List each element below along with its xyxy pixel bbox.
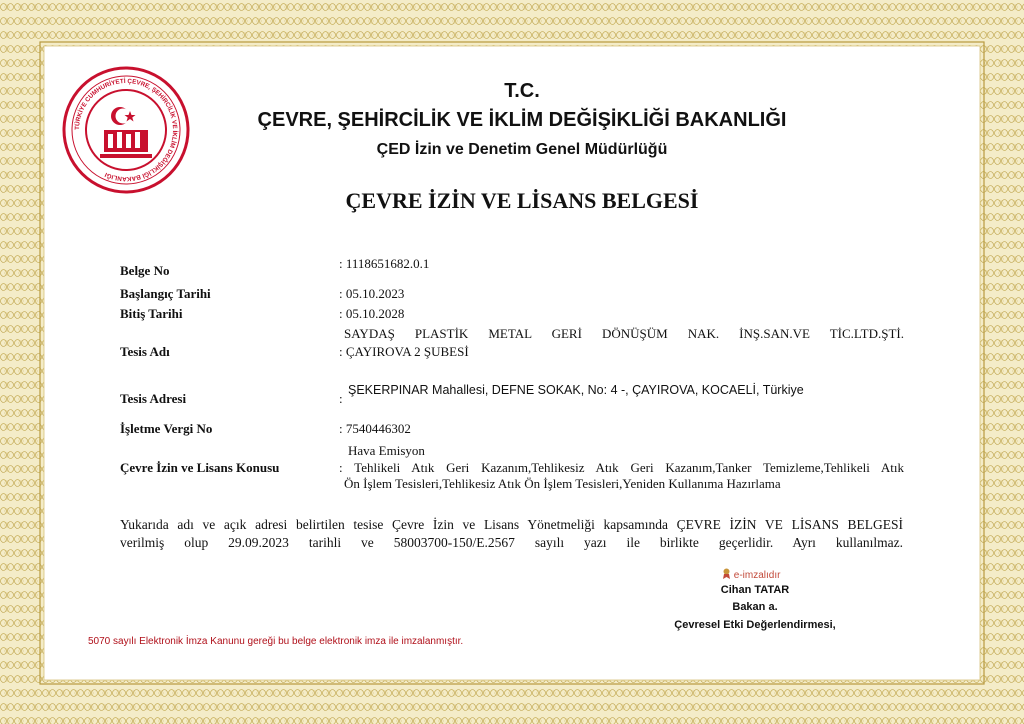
value-konu-line3: Ön İşlem Tesisleri,Tehlikesiz Atık Ön İşlem Tesisleri,Yeniden Kullanıma Hazırlama bbox=[344, 476, 781, 491]
value-bitis: : 05.10.2028 bbox=[339, 306, 405, 321]
label-belge-no: Belge No bbox=[120, 263, 170, 278]
label-bitis: Bitiş Tarihi bbox=[120, 306, 183, 321]
header-ministry: ÇEVRE, ŞEHİRCİLİK VE İKLİM DEĞİŞİKLİĞİ BAKANLIĞI bbox=[257, 109, 787, 131]
document-title: ÇEVRE İZİN VE LİSANS BELGESİ bbox=[345, 188, 699, 213]
signer-unit: Çevresel Etki Değerlendirmesi, bbox=[674, 619, 836, 631]
footer-note: 5070 sayılı Elektronik İmza Kanunu gereği bu belge elektronik imza ile imzalanmıştır. bbox=[88, 636, 464, 647]
value-baslangic: : 05.10.2023 bbox=[339, 286, 405, 301]
value-tesis-adresi-colon: : bbox=[339, 391, 343, 406]
statement-line2: verilmiş olup 29.09.2023 tarihli ve 58003700-150/E.2567 sayılı yazı ile birlikte geçerlidir. Ayrı kullanılmaz. bbox=[120, 535, 903, 550]
eimza-badge bbox=[722, 567, 780, 581]
ribbon-icon bbox=[722, 568, 731, 579]
header-tc: T.C. bbox=[504, 80, 540, 102]
signer-role: Bakan a. bbox=[732, 601, 778, 613]
value-tesis-adi-line1: SAYDAŞ PLASTİK METAL GERİ DÖNÜŞÜM NAK. İNŞ.SAN.VE TİC.LTD.ŞTİ. bbox=[344, 326, 904, 341]
label-tesis-adresi: Tesis Adresi bbox=[120, 391, 187, 406]
value-tesis-adresi: ŞEKERPINAR Mahallesi, DEFNE SOKAK, No: 4 -, ÇAYIROVA, KOCAELİ, Türkiye bbox=[348, 383, 804, 397]
value-konu-line1: Hava Emisyon bbox=[348, 443, 425, 458]
value-belge-no: : 1118651682.0.1 bbox=[339, 256, 430, 271]
statement-line1: Yukarıda adı ve açık adresi belirtilen tesise Çevre İzin ve Lisans Yönetmeliği kapsamında ÇEVRE İZİN VE LİSANS BELGESİ bbox=[120, 517, 903, 532]
label-vergi-no: İşletme Vergi No bbox=[120, 421, 213, 436]
value-tesis-adi-line2: : ÇAYIROVA 2 ŞUBESİ bbox=[339, 344, 469, 359]
label-tesis-adi: Tesis Adı bbox=[120, 344, 170, 359]
signer-name: Cihan TATAR bbox=[720, 584, 790, 596]
label-baslangic: Başlangıç Tarihi bbox=[120, 286, 211, 301]
value-konu-line2: : Tehlikeli Atık Geri Kazanım,Tehlikesiz Atık Geri Kazanım,Tanker Temizleme,Tehlikeli Atık bbox=[339, 460, 904, 475]
value-vergi-no: : 7540446302 bbox=[339, 421, 411, 436]
header-directorate: ÇED İzin ve Denetim Genel Müdürlüğü bbox=[376, 141, 668, 158]
label-konu: Çevre İzin ve Lisans Konusu bbox=[120, 460, 280, 475]
seal-ring-text: TÜRKİYE CUMHURİYETİ ÇEVRE, ŞEHİRCİLİK VE İKLİM DEĞİŞİKLİĞİ BAKANLIĞI bbox=[73, 77, 179, 183]
eimza-text: e-imzalıdır bbox=[733, 570, 781, 581]
